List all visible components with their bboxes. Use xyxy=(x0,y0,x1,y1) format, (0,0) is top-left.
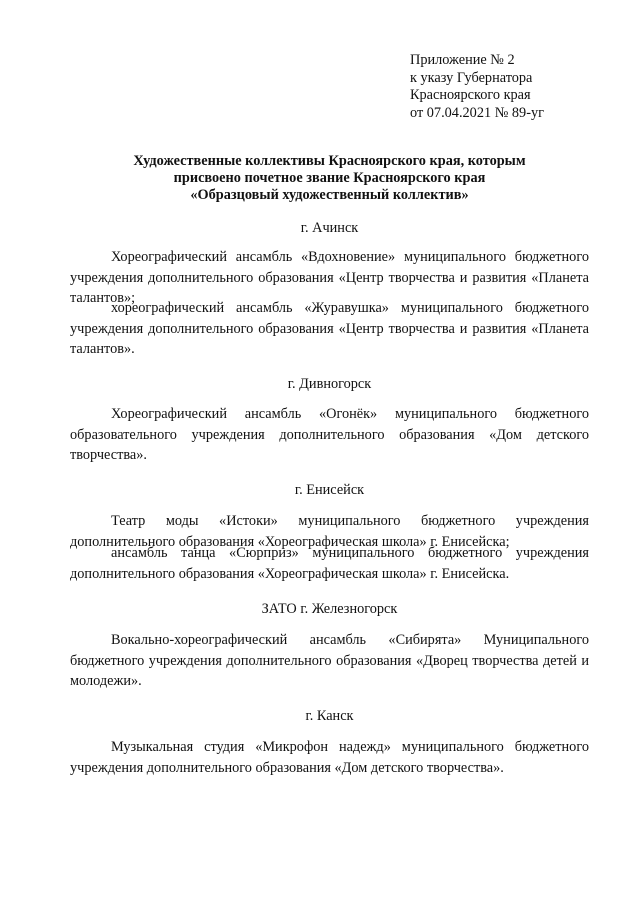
city-heading-yeniseysk: г. Енисейск xyxy=(294,482,365,498)
collective-entry: Театр моды «Истоки» муниципального бюджетного учреждения дополнительного образования «Хореографическая школа» г. Енисейска; xyxy=(70,513,589,550)
appendix-line: Приложение № 2 xyxy=(410,52,515,68)
collective-entry: хореографический ансамбль «Журавушка» муниципального бюджетного учреждения дополнительного образования «Центр творчества и развития «Планета талантов». xyxy=(70,300,589,357)
appendix-line: от 07.04.2021 № 89-уг xyxy=(410,104,544,121)
city-heading-divnogorsk: г. Дивногорск xyxy=(287,376,372,392)
appendix-line: Красноярского края xyxy=(410,87,531,103)
collective-entry: Вокально-хореографический ансамбль «Сибирята» Муниципального бюджетного учреждения дополнительного образования «Дворец творчества детей и молодежи». xyxy=(70,632,589,689)
document-title xyxy=(70,153,589,204)
city-heading-kansk: г. Канск xyxy=(305,708,354,724)
title-line: присвоено почетное звание Красноярского края xyxy=(173,170,486,186)
collective-entry: Хореографический ансамбль «Огонёк» муниципального бюджетного образовательного учреждения дополнительного образования «Дом детского творчества». xyxy=(70,406,589,463)
title-line: «Образцовый художественный коллектив» xyxy=(190,187,469,203)
appendix-header xyxy=(410,52,544,122)
collective-entry: Хореографический ансамбль «Вдохновение» муниципального бюджетного учреждения дополнительного образования «Центр творчества и развития «Планета талантов»; xyxy=(70,249,589,306)
collective-entry: ансамбль танца «Сюрприз» муниципального бюджетного учреждения дополнительного образования «Хореографическая школа» г. Енисейска. xyxy=(70,545,589,582)
appendix-line: к указу Губернатора xyxy=(410,69,533,86)
city-heading-zheleznogorsk: ЗАТО г. Железногорск xyxy=(261,601,398,617)
collective-entry: Музыкальная студия «Микрофон надежд» муниципального бюджетного учреждения дополнительного образования «Дом детского творчества». xyxy=(70,739,589,776)
title-line: Художественные коллективы Красноярского края, которым xyxy=(133,153,526,169)
city-heading-achinsk: г. Ачинск xyxy=(300,220,359,236)
